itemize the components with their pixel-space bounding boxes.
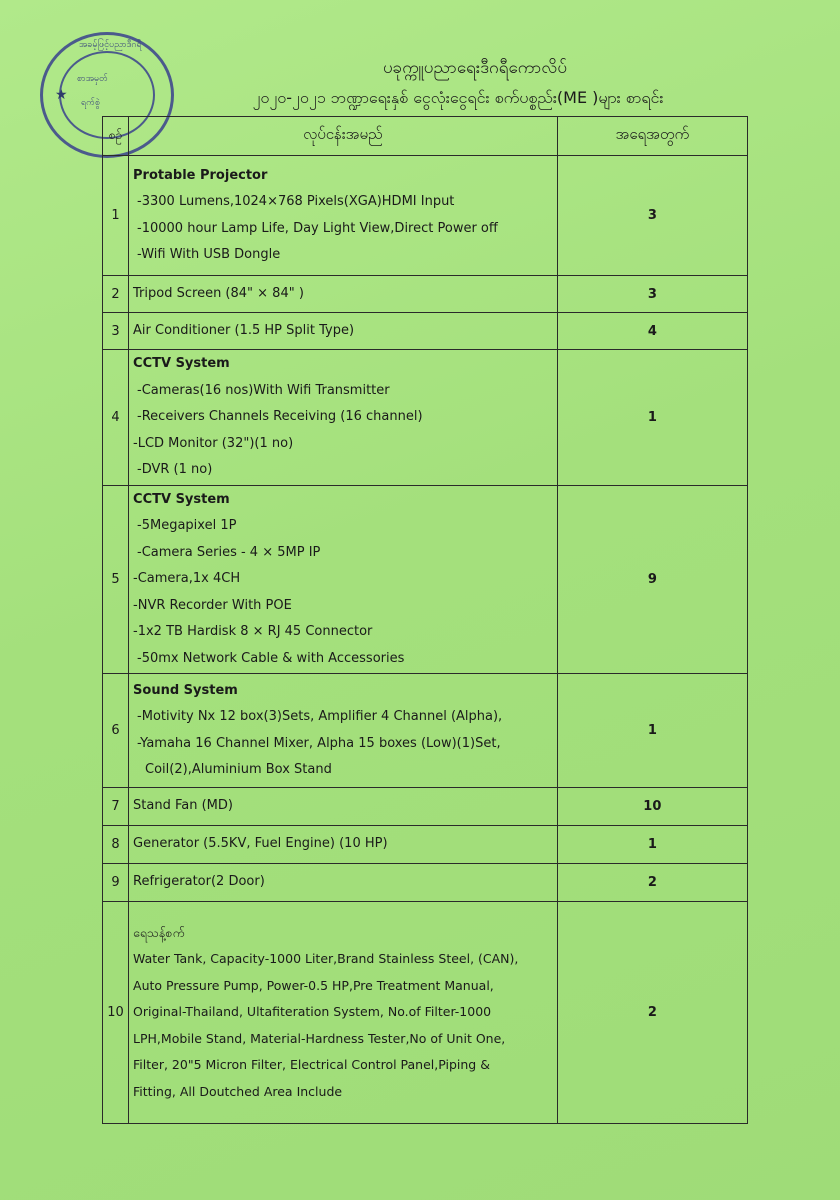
row-number: 1 bbox=[103, 156, 129, 276]
row-quantity: 2 bbox=[557, 864, 747, 902]
header-item-name: လုပ်ငန်းအမည် bbox=[129, 117, 558, 156]
table-row bbox=[103, 313, 748, 350]
item-detail: Original-Thailand, Ultafiteration System, No.of Filter-1000 bbox=[133, 1004, 492, 1020]
item-detail: -3300 Lumens,1024×768 Pixels(XGA)HDMI Input bbox=[137, 194, 455, 209]
table-row bbox=[103, 674, 748, 788]
item-title: Air Conditioner (1.5 HP Split Type) bbox=[133, 322, 355, 338]
row-quantity: 10 bbox=[557, 788, 747, 826]
document-subtitle: ၂၀၂၀-၂၀၂၁ ဘဏ္ဍာရေးနှစ် ငွေလုံးငွေရင်း စက်ပစ္စည်း(ME )များ စာရင်း bbox=[252, 88, 664, 107]
table-row bbox=[103, 350, 748, 486]
item-detail: -Camera,1x 4CH bbox=[133, 571, 241, 587]
row-quantity: 3 bbox=[557, 276, 747, 313]
row-number: 8 bbox=[103, 826, 129, 864]
row-number: 7 bbox=[103, 788, 129, 826]
item-detail: LPH,Mobile Stand, Material-Hardness Tester,No of Unit One, bbox=[133, 1030, 506, 1046]
equipment-table bbox=[102, 116, 748, 1124]
item-title: CCTV System bbox=[133, 356, 230, 372]
item-detail: Water Tank, Capacity-1000 Liter,Brand Stainless Steel, (CAN), bbox=[133, 951, 519, 967]
item-detail: -Motivity Nx 12 box(3)Sets, Amplifier 4 Channel (Alpha), bbox=[137, 709, 503, 724]
row-quantity: 1 bbox=[557, 826, 747, 864]
row-quantity: 4 bbox=[557, 313, 747, 350]
item-detail: Coil(2),Aluminium Box Stand bbox=[145, 762, 332, 777]
row-number: 5 bbox=[103, 486, 129, 674]
row-quantity: 3 bbox=[557, 156, 747, 276]
row-description bbox=[129, 156, 558, 276]
row-description bbox=[129, 276, 558, 313]
item-detail: Fitting, All Doutched Area Include bbox=[133, 1083, 343, 1099]
item-detail: Filter, 20"5 Micron Filter, Electrical Control Panel,Piping & bbox=[133, 1057, 490, 1073]
item-title: Generator (5.5KV, Fuel Engine) (10 HP) bbox=[133, 836, 388, 852]
item-detail: -50mx Network Cable & with Accessories bbox=[137, 650, 405, 666]
item-title: Refrigerator(2 Door) bbox=[133, 874, 265, 890]
row-description bbox=[129, 350, 558, 486]
row-description bbox=[129, 864, 558, 902]
table-row bbox=[103, 902, 748, 1124]
row-number: 3 bbox=[103, 313, 129, 350]
row-description bbox=[129, 788, 558, 826]
table-row bbox=[103, 156, 748, 276]
document-title: ပခုက္ကူပညာရေးဒီဂရီကောလိပ် bbox=[382, 58, 568, 78]
item-detail: -Yamaha 16 Channel Mixer, Alpha 15 boxes (Low)(1)Set, bbox=[137, 735, 501, 751]
seal-field-date: ရက်စွဲ bbox=[81, 98, 101, 108]
item-title: Tripod Screen (84" × 84" ) bbox=[133, 285, 304, 301]
row-number: 9 bbox=[103, 864, 129, 902]
item-detail: -Cameras(16 nos)With Wifi Transmitter bbox=[137, 382, 390, 398]
item-detail: -DVR (1 no) bbox=[137, 462, 213, 478]
item-title: CCTV System bbox=[133, 491, 230, 507]
item-detail: -Camera Series - 4 × 5MP IP bbox=[137, 544, 321, 560]
table-row bbox=[103, 276, 748, 313]
row-description bbox=[129, 826, 558, 864]
header-quantity: အရေအတွက် bbox=[557, 117, 747, 156]
table-row bbox=[103, 486, 748, 674]
row-quantity: 1 bbox=[557, 350, 747, 486]
row-quantity: 9 bbox=[557, 486, 747, 674]
table-row bbox=[103, 826, 748, 864]
row-description bbox=[129, 313, 558, 350]
item-detail: -10000 hour Lamp Life, Day Light View,Direct Power off bbox=[137, 220, 498, 236]
header-serial: စဉ် bbox=[103, 117, 129, 156]
row-description bbox=[129, 486, 558, 674]
table-row bbox=[103, 788, 748, 826]
row-description bbox=[129, 902, 558, 1124]
item-title: ရေသန့်စက် bbox=[133, 924, 185, 940]
row-quantity: 2 bbox=[557, 902, 747, 1124]
item-detail: -Receivers Channels Receiving (16 channel) bbox=[137, 409, 423, 425]
item-detail: -5Megapixel 1P bbox=[137, 518, 237, 534]
table-header-row bbox=[103, 117, 748, 156]
item-detail: -Wifi With USB Dongle bbox=[137, 247, 281, 262]
item-title: Protable Projector bbox=[133, 167, 268, 183]
seal-field-number: စာအမှတ် bbox=[77, 74, 108, 84]
item-detail: -LCD Monitor (32")(1 no) bbox=[133, 435, 294, 451]
row-quantity: 1 bbox=[557, 674, 747, 788]
row-number: 10 bbox=[103, 902, 129, 1124]
row-description bbox=[129, 674, 558, 788]
row-number: 6 bbox=[103, 674, 129, 788]
table-row bbox=[103, 864, 748, 902]
item-detail: -NVR Recorder With POE bbox=[133, 597, 292, 613]
item-detail: -1x2 TB Hardisk 8 × RJ 45 Connector bbox=[133, 624, 373, 640]
item-detail: Auto Pressure Pump, Power-0.5 HP,Pre Treatment Manual, bbox=[133, 977, 494, 993]
item-title: Sound System bbox=[133, 682, 238, 698]
item-title: Stand Fan (MD) bbox=[133, 798, 233, 814]
seal-ring-text: အခမ့်ဖြင့်ပညာဒီဂရီ bbox=[79, 40, 142, 50]
star-icon: ★ bbox=[55, 87, 68, 103]
row-number: 4 bbox=[103, 350, 129, 486]
row-number: 2 bbox=[103, 276, 129, 313]
